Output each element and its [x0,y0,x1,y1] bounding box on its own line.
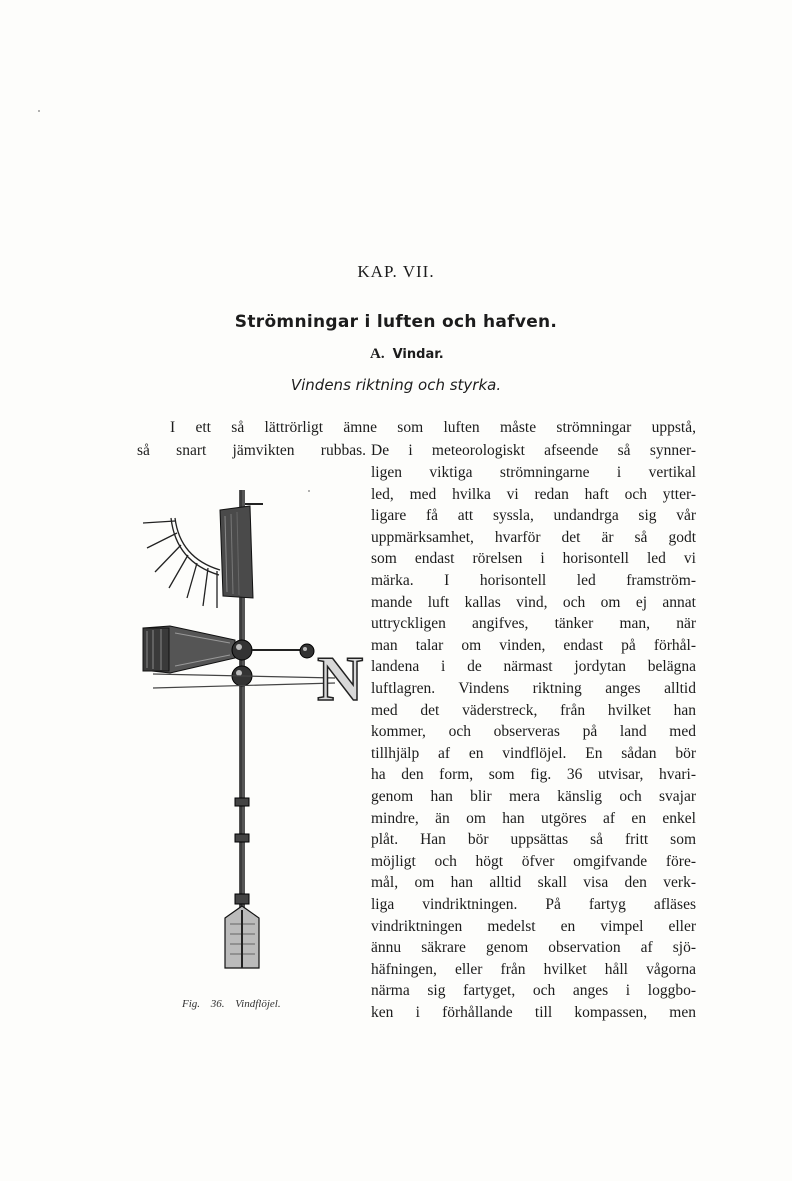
vane-tail [143,626,235,673]
body-line: luftlagren. Vindens riktning anges alltid [371,680,696,697]
body-line: landena i de närmast jordytan belägna [371,658,696,676]
section-name: Vindar. [392,347,444,362]
body-line: märka. I horisontell led framström- [371,572,696,589]
chapter-heading: KAP. VII. [357,262,435,281]
body-line: man talar om vinden, endast på förhål- [371,636,696,654]
section-letter: A. [370,346,385,362]
body-line: ligare få att syssla, undandrga sig vår [371,507,696,525]
body-line: tillhjälp af en vindflöjel. En sådan bör [371,744,696,762]
body-line: plåt. Han bör uppsättas så fritt som [371,831,696,849]
intro-line-1: I ett så lättrörligt ämne som luften måste strömningar uppstå, [170,419,696,436]
body-line: som endast rörelsen i horisontell led vi [371,550,696,568]
section-heading [370,346,444,363]
vane-collar-2 [235,834,249,842]
vane-collar-1 [235,798,249,806]
body-line: häfningen, eller från hvilket håll vågorna [371,960,696,978]
intro-line-2: så snart jämvikten rubbas. [137,442,366,459]
body-line: mande luft kallas vind, och om ej annat [371,593,696,611]
body-line: uttryckligen angifves, tänker man, när [371,615,696,633]
body-line: vindriktningen medelst en vimpel eller [371,917,696,935]
vane-counterweight [300,644,314,658]
vane-arc-ornament [143,518,220,608]
body-line: led, med hvilka vi redan haft och ytter- [371,485,696,503]
body-line: mindre, än om han utgöres af en enkel [371,809,696,827]
figure-caption: Fig. 36. Vindflöjel. [182,998,281,1010]
body-line: mål, om han alltid skall visa den verk- [371,874,696,892]
body-line: närma sig fartyget, och anges i loggbo- [371,982,696,1000]
vane-upper-fin [220,504,263,598]
body-line: liga vindriktningen. På fartyg afläses [371,896,696,913]
body-line: ken i förhållande till kompassen, men [371,1004,696,1021]
vane-joint-upper [232,640,252,660]
body-line: uppmärksamhet, hvarför det är så godt [371,528,696,546]
vane-north-letter: N [317,643,364,714]
body-line: kommer, och observeras på land med [371,723,696,741]
vane-collar-3 [235,894,249,904]
body-line: ha den form, som fig. 36 utvisar, hvari- [371,766,696,784]
scan-speck [38,110,40,112]
scan-speck [308,490,310,492]
body-line: ännu säkrare genom observation af sjö- [371,939,696,957]
column-line-first: De i meteorologiskt afseende så synner- [371,442,696,459]
subsection-title: Vindens riktning och styrka. [290,376,502,394]
body-line: genom han blir mera känslig och svajar [371,788,696,805]
vane-arrow-head [225,906,259,968]
chapter-title: Strömningar i luften och hafven. [234,312,558,332]
body-line: med det väderstreck, från hvilket han [371,701,696,719]
body-line: ligen viktiga strömningarne i vertikal [371,464,696,481]
weather-vane-figure [135,478,365,983]
body-line: möjligt och högt öfver omgifvande före- [371,852,696,870]
